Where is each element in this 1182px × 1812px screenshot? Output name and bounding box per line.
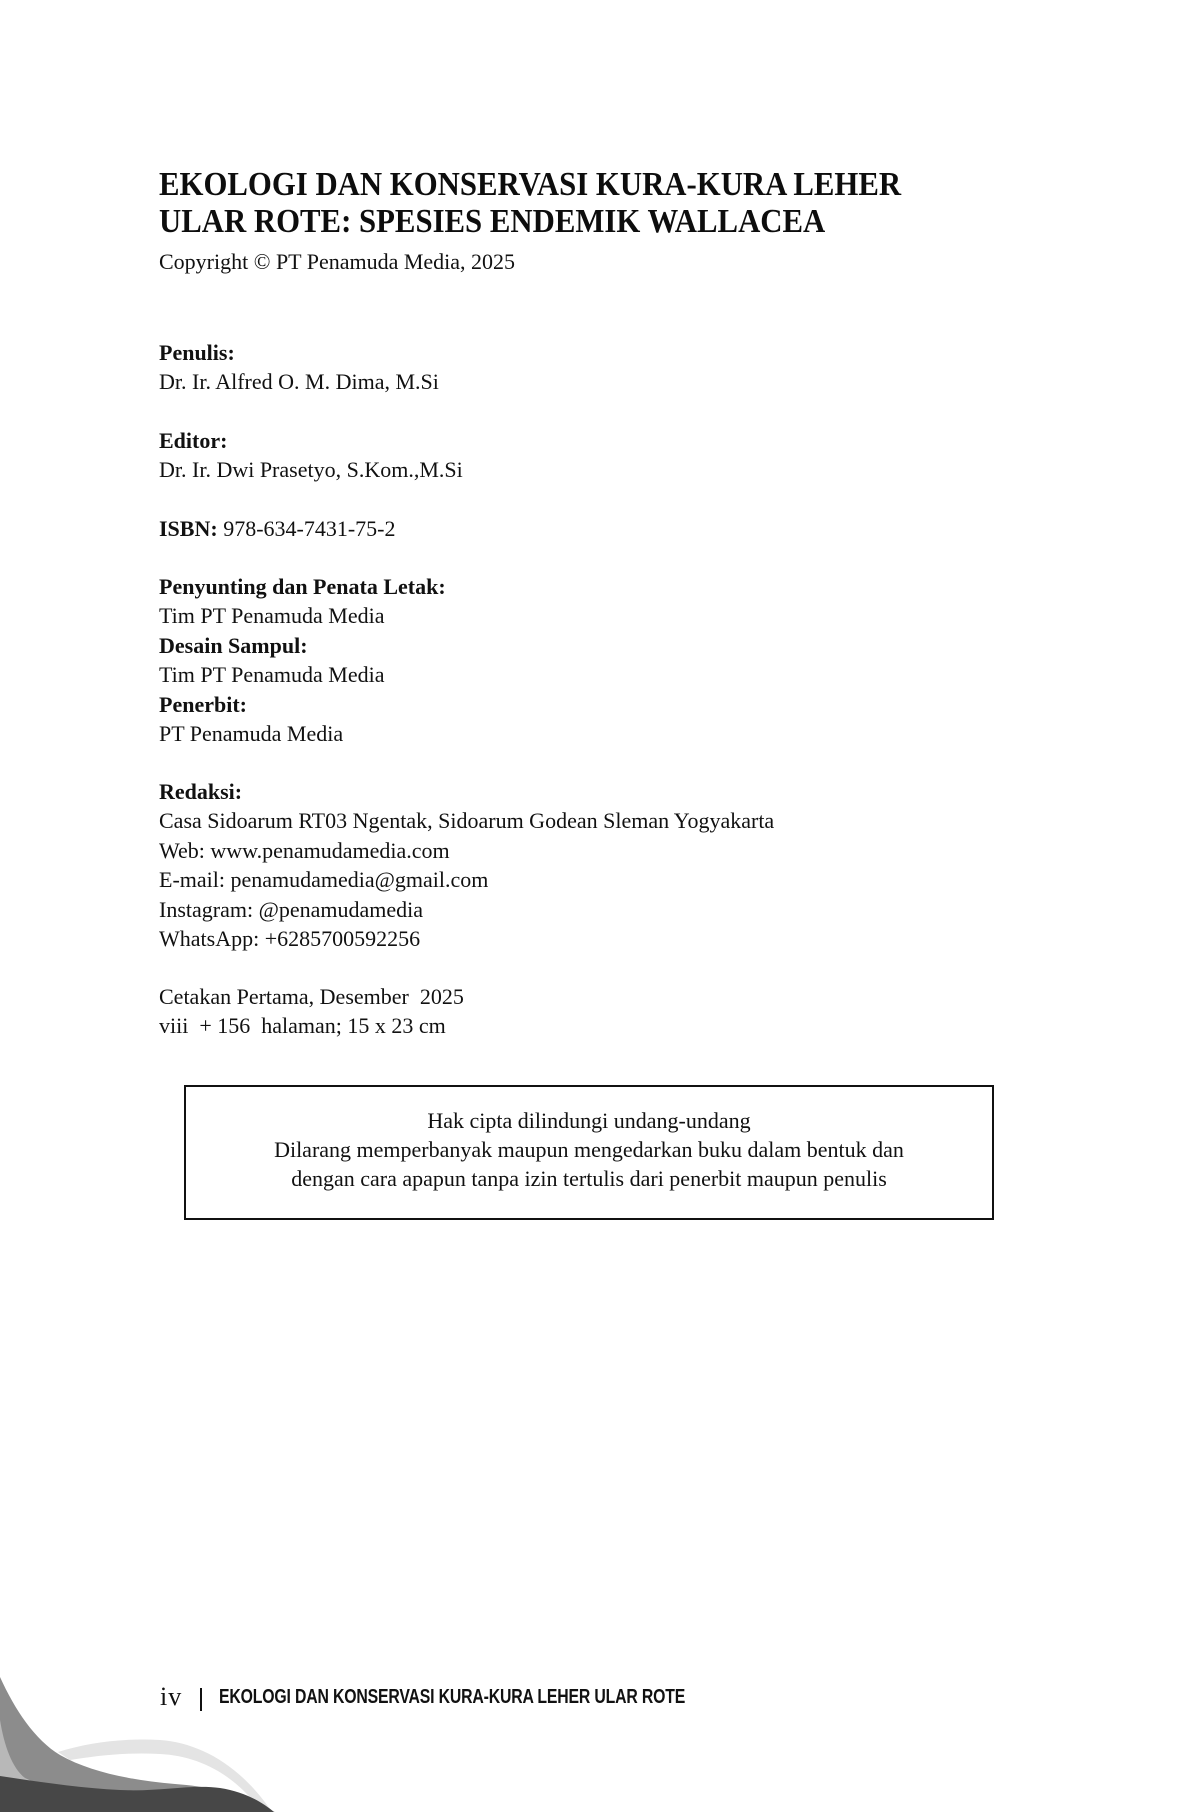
isbn-label: ISBN: <box>159 516 218 541</box>
footer-divider <box>200 1688 202 1711</box>
layout-value: Tim PT Penamuda Media <box>159 603 385 629</box>
cover-design-label: Desain Sampul: <box>159 632 308 658</box>
book-title-line-1: EKOLOGI DAN KONSERVASI KURA-KURA LEHER <box>159 166 902 203</box>
printing-info: Cetakan Pertama, Desember 2025 <box>159 984 464 1009</box>
editor-label: Editor: <box>159 428 228 453</box>
redaksi-section <box>159 777 774 953</box>
edition-section <box>159 982 464 1041</box>
redaksi-whatsapp: WhatsApp: +6285700592256 <box>159 926 421 952</box>
redaksi-label: Redaksi: <box>159 779 243 804</box>
author-label: Penulis: <box>159 340 235 365</box>
copyright-warning-box <box>184 1085 994 1220</box>
redaksi-web: Web: www.penamudamedia.com <box>159 837 450 863</box>
publisher-label: Penerbit: <box>159 691 247 717</box>
cover-design-value: Tim PT Penamuda Media <box>159 662 385 688</box>
redaksi-address: Casa Sidoarum RT03 Ngentak, Sidoarum Godean Sleman Yogyakarta <box>159 808 775 834</box>
notice-line-2: Dilarang memperbanyak maupun mengedarkan buku dalam bentuk dan <box>274 1137 904 1162</box>
notice-line-3: dengan cara apapun tanpa izin tertulis dari penerbit maupun penulis <box>291 1166 887 1191</box>
notice-line-1: Hak cipta dilindungi undang-undang <box>427 1108 751 1133</box>
editor-name: Dr. Ir. Dwi Prasetyo, S.Kom.,M.Si <box>159 457 463 483</box>
editor-section <box>159 426 463 485</box>
publisher-value: PT Penamuda Media <box>159 721 344 747</box>
author-name: Dr. Ir. Alfred O. M. Dima, M.Si <box>159 369 439 395</box>
page-count-info: viii + 156 halaman; 15 x 23 cm <box>159 1013 446 1039</box>
production-credits <box>159 572 446 748</box>
book-title <box>159 166 979 240</box>
book-title-line-2: ULAR ROTE: SPESIES ENDEMIK WALLACEA <box>159 203 826 240</box>
redaksi-email: E-mail: penamudamedia@gmail.com <box>159 867 489 893</box>
redaksi-instagram: Instagram: @penamudamedia <box>159 896 423 922</box>
page-number: iv <box>160 1682 183 1711</box>
isbn-value: 978-634-7431-75-2 <box>217 516 396 541</box>
decorative-swoosh-graphic <box>0 1660 300 1812</box>
copyright-notice: Copyright © PT Penamuda Media, 2025 <box>159 249 516 274</box>
author-section <box>159 338 439 397</box>
isbn-section <box>159 514 396 543</box>
layout-label: Penyunting dan Penata Letak: <box>159 574 446 599</box>
running-header-title: EKOLOGI DAN KONSERVASI KURA-KURA LEHER ULAR ROTE <box>219 1686 686 1708</box>
